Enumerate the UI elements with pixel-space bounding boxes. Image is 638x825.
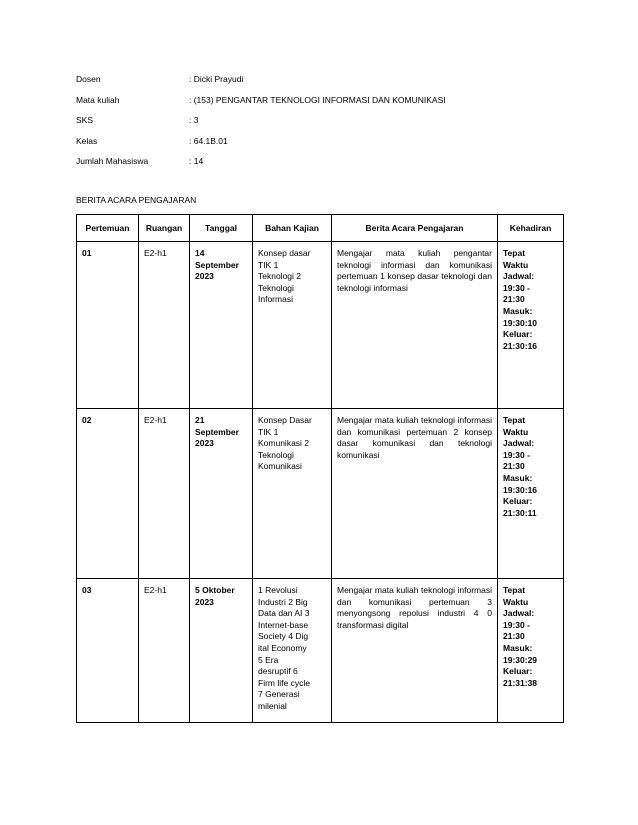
bahan-line: Teknologi — [258, 282, 294, 293]
cell-berita-acara: Mengajar mata kuliah teknologi informasi dan komunikasi pertemuan 3 menyongsong repolusi industri 4 0 transformasi digital — [332, 579, 498, 723]
bahan-line: 1 Revolusi — [258, 585, 298, 595]
table-header-row — [77, 215, 564, 242]
kehadiran-line: 21:30:11 — [503, 507, 537, 518]
bahan-line: Teknologi 2 — [258, 271, 302, 282]
kehadiran-line: Jadwal: — [503, 608, 535, 619]
bahan-line: 7 Generasi — [258, 689, 300, 700]
kehadiran-line: 19:30 - — [503, 282, 530, 293]
bahan-line: desruptif 6 — [258, 666, 298, 677]
kehadiran-line: 21:31:38 — [503, 677, 538, 688]
bahan-line: milenial — [258, 700, 287, 711]
bahan-line: Teknologi — [258, 449, 294, 460]
section-title: BERITA ACARA PENGAJARAN — [76, 195, 197, 205]
table-row — [77, 242, 564, 409]
kehadiran-line: Tepat — [503, 585, 526, 595]
bahan-line: Industri 2 Big — [258, 596, 308, 607]
cell-ruangan: E2-h1 — [139, 409, 190, 579]
header-bahan-kajian: Bahan Kajian — [253, 215, 332, 242]
kehadiran-line: 19:30:10 — [503, 317, 538, 328]
info-label: Jumlah Mahasiswa — [76, 156, 149, 166]
kehadiran-line: Masuk: — [503, 472, 533, 483]
header-berita-acara: Berita Acara Pengajaran — [332, 215, 498, 242]
kehadiran-line: Keluar: — [503, 329, 533, 340]
cell-bahan-kajian — [253, 409, 332, 579]
kehadiran-line: Masuk: — [503, 305, 533, 316]
kehadiran-line: 19:30:29 — [503, 654, 538, 665]
header-ruangan: Ruangan — [139, 215, 190, 242]
info-value: : 14 — [189, 156, 204, 166]
bahan-line: TIK 1 — [258, 426, 279, 437]
cell-pertemuan: 03 — [77, 579, 139, 723]
cell-kehadiran — [498, 579, 564, 723]
kehadiran-line: 21:30 — [503, 294, 525, 305]
cell-kehadiran — [498, 242, 564, 409]
kehadiran-line: Keluar: — [503, 666, 533, 677]
cell-tanggal: 5 Oktober 2023 — [190, 579, 253, 723]
bahan-line: Informasi — [258, 294, 293, 305]
bahan-line: Society 4 Dig — [258, 631, 309, 642]
kehadiran-line: Jadwal: — [503, 271, 535, 282]
cell-tanggal: 14 September 2023 — [190, 242, 253, 409]
info-label: SKS — [76, 115, 94, 125]
kehadiran-line: Masuk: — [503, 642, 533, 653]
bahan-line: Komunikasi 2 — [258, 438, 310, 449]
bahan-line: Data dan AI 3 — [258, 608, 310, 619]
kehadiran-line: Waktu — [503, 426, 529, 437]
cell-berita-acara: Mengajar mata kuliah pengantar teknologi informasi dan komunikasi pertemuan 1 konsep dasar teknologi dan teknologi informasi — [332, 242, 498, 409]
kehadiran-line: 21:30:16 — [503, 340, 538, 351]
info-label: Mata kuliah — [76, 94, 120, 105]
info-value: : 3 — [189, 115, 199, 125]
kehadiran-line: 19:30:16 — [503, 484, 538, 495]
berita-acara-table — [76, 214, 564, 723]
cell-bahan-kajian — [253, 579, 332, 723]
kehadiran-line: Waktu — [503, 259, 529, 270]
header-pertemuan: Pertemuan — [77, 215, 139, 242]
bahan-line: ital Economy — [258, 642, 307, 653]
kehadiran-line: 21:30 — [503, 631, 525, 642]
kehadiran-line: Keluar: — [503, 496, 533, 507]
info-label: Kelas — [76, 135, 98, 146]
kehadiran-line: Tepat — [503, 248, 526, 258]
table-row — [77, 579, 564, 723]
cell-pertemuan: 01 — [77, 242, 139, 409]
header-tanggal: Tanggal — [190, 215, 253, 242]
cell-bahan-kajian — [253, 242, 332, 409]
table-row — [77, 409, 564, 579]
header-kehadiran: Kehadiran — [498, 215, 564, 242]
cell-pertemuan: 02 — [77, 409, 139, 579]
info-label: Dosen — [76, 74, 101, 84]
bahan-line: 5 Era — [258, 654, 279, 665]
kehadiran-line: 19:30 - — [503, 449, 530, 460]
cell-berita-acara: Mengajar mata kuliah teknologi informasi dan komunikasi pertemuan 2 konsep dasar komunikasi dan teknologi komunikasi — [332, 409, 498, 579]
kehadiran-line: Jadwal: — [503, 438, 535, 449]
cell-kehadiran — [498, 409, 564, 579]
info-value: : 64.1B.01 — [189, 135, 228, 146]
info-value: : (153) PENGANTAR TEKNOLOGI INFORMASI DAN KOMUNIKASI — [189, 94, 446, 105]
bahan-line: Konsep dasar — [258, 248, 311, 258]
kehadiran-line: 21:30 — [503, 461, 525, 472]
info-value: : Dicki Prayudi — [189, 74, 244, 84]
cell-tanggal: 21 September 2023 — [190, 409, 253, 579]
bahan-line: Konsep Dasar — [258, 415, 312, 425]
bahan-line: Internet-base — [258, 619, 309, 630]
bahan-line: Komunikasi — [258, 461, 302, 472]
bahan-line: Firm life cycle — [258, 677, 310, 688]
kehadiran-line: Tepat — [503, 415, 526, 425]
cell-ruangan: E2-h1 — [139, 242, 190, 409]
cell-ruangan: E2-h1 — [139, 579, 190, 723]
kehadiran-line: 19:30 - — [503, 619, 530, 630]
bahan-line: TIK 1 — [258, 259, 279, 270]
kehadiran-line: Waktu — [503, 596, 529, 607]
